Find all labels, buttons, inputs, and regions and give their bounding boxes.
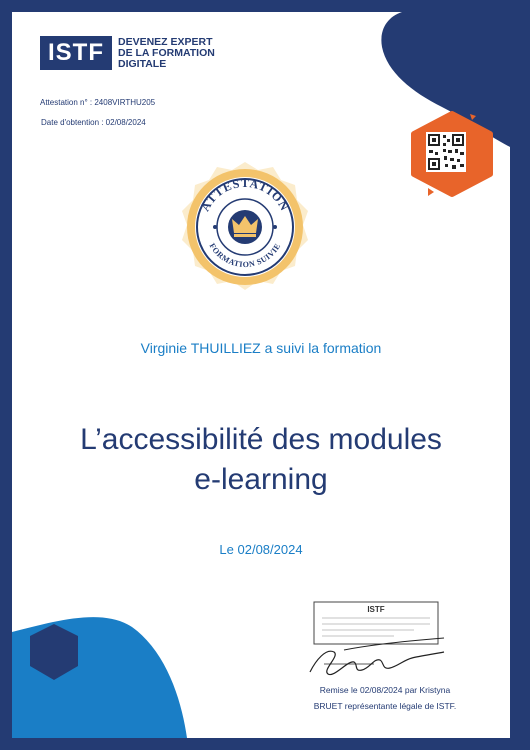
logo-text: ISTF (40, 36, 112, 70)
course-date: Le 02/08/2024 (219, 542, 303, 557)
remise-line1: Remise le 02/08/2024 par Kristyna (319, 685, 451, 695)
bottom-left-decoration (12, 602, 202, 738)
remise-line2: BRUET représentante légale de ISTF. (313, 701, 457, 711)
logo-tagline-line3: DIGITALE (118, 57, 167, 70)
course-title (12, 420, 510, 500)
seal-bottom-text: FORMATION SUIVIE (207, 241, 283, 270)
recipient-line: Virginie THUILLIEZ a suivi la formation (140, 340, 382, 356)
istf-logo (40, 36, 215, 70)
qr-code-icon[interactable] (410, 108, 494, 205)
date-obtention: Date d'obtention : 02/08/2024 (41, 118, 146, 127)
course-title-line1: L’accessibilité des modules (80, 423, 442, 456)
stamp-and-signature (304, 600, 454, 680)
certificate-sheet (12, 12, 510, 738)
remise-statement (280, 682, 490, 714)
course-title-line2: e-learning (194, 463, 328, 496)
logo-tagline-line2: DE LA FORMATION (118, 46, 215, 59)
logo-tagline (118, 37, 215, 70)
seal-top-text: ATTESTATION (197, 175, 293, 214)
attestation-number: Attestation n° : 2408VIRTHU205 (40, 98, 156, 107)
stamp-text: ISTF (367, 605, 385, 614)
logo-tagline-line1: DEVENEZ EXPERT (118, 35, 213, 48)
attestation-seal (170, 152, 320, 302)
